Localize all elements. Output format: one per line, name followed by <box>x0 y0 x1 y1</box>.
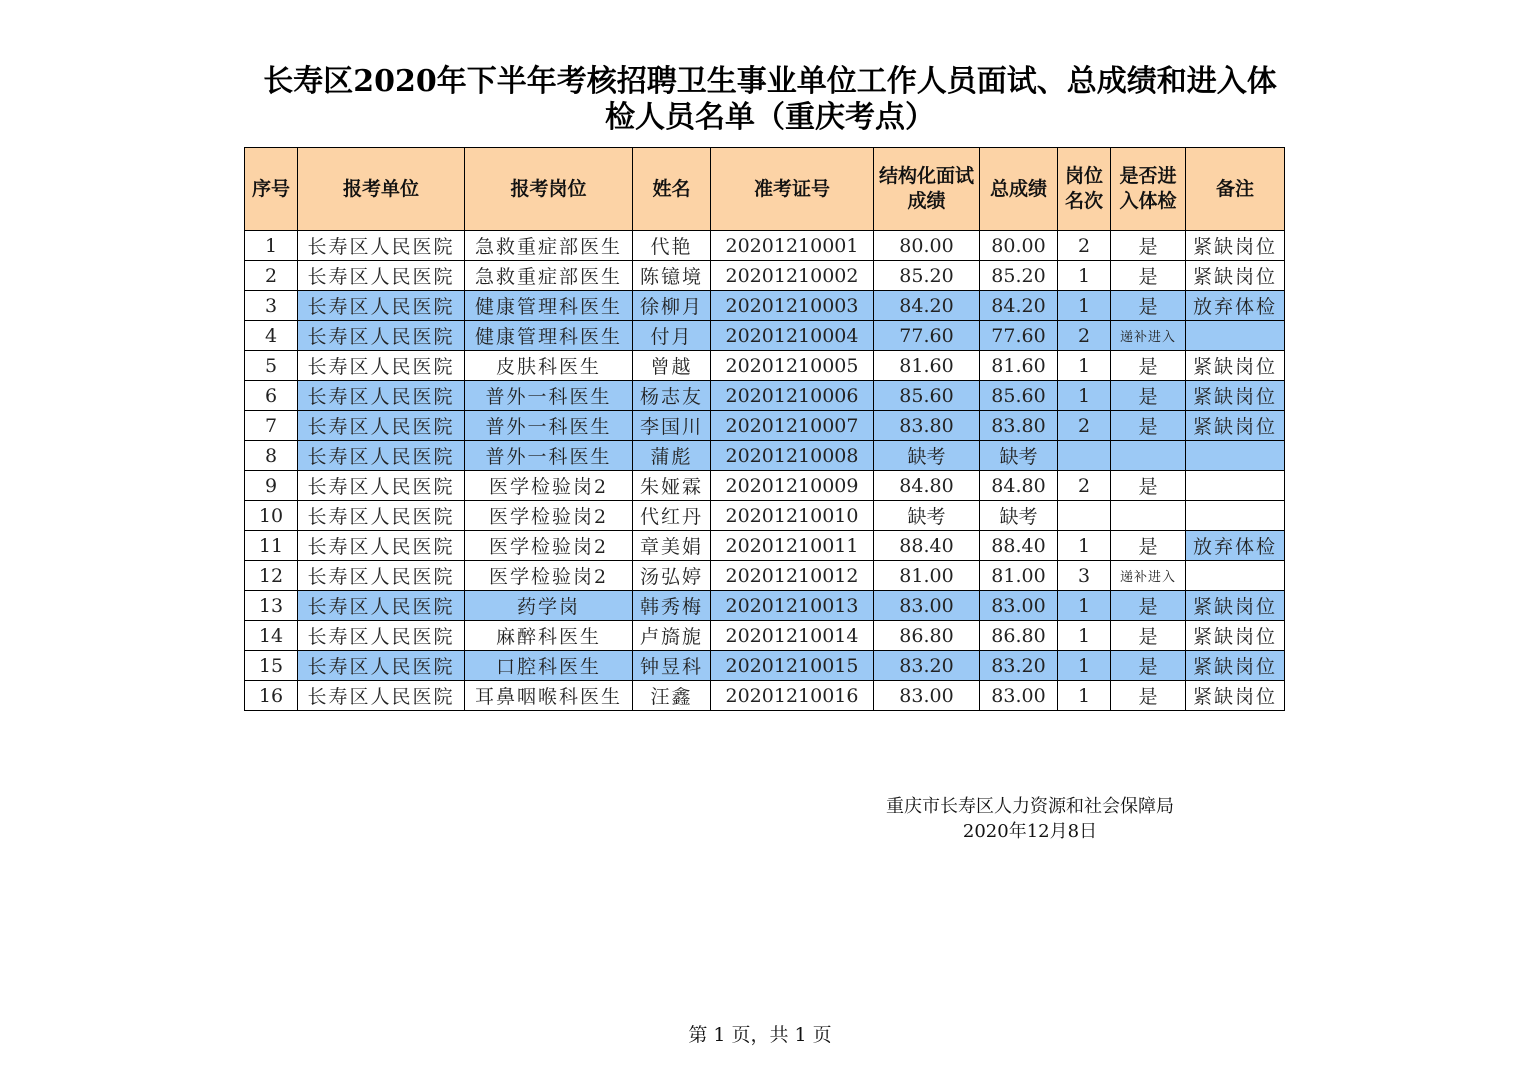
cell-rank: 1 <box>1058 591 1111 621</box>
cell-ticket: 20201210007 <box>711 411 874 441</box>
cell-total-score: 85.60 <box>980 381 1058 411</box>
cell-unit: 长寿区人民医院 <box>298 441 465 471</box>
cell-rank: 3 <box>1058 561 1111 591</box>
issuing-organization: 重庆市长寿区人力资源和社会保障局 <box>886 796 1174 817</box>
header-remark: 备注 <box>1186 148 1285 231</box>
cell-unit: 长寿区人民医院 <box>298 231 465 261</box>
cell-remark: 紧缺岗位 <box>1186 261 1285 291</box>
cell-ticket: 20201210003 <box>711 291 874 321</box>
table-row <box>245 291 1285 321</box>
cell-unit: 长寿区人民医院 <box>298 381 465 411</box>
table-row <box>245 621 1285 651</box>
cell-seq: 8 <box>245 441 298 471</box>
header-interview-score: 结构化面试成绩 <box>874 148 980 231</box>
cell-interview-score: 80.00 <box>874 231 980 261</box>
header-seq: 序号 <box>245 148 298 231</box>
cell-ticket: 20201210011 <box>711 531 874 561</box>
cell-interview-score: 81.60 <box>874 351 980 381</box>
cell-ticket: 20201210009 <box>711 471 874 501</box>
cell-name: 曾越 <box>633 351 711 381</box>
cell-post: 急救重症部医生 <box>465 261 633 291</box>
header-unit: 报考单位 <box>298 148 465 231</box>
cell-total-score: 84.20 <box>980 291 1058 321</box>
cell-physical-exam: 是 <box>1111 651 1186 681</box>
cell-total-score: 81.00 <box>980 561 1058 591</box>
cell-total-score: 83.00 <box>980 591 1058 621</box>
cell-unit: 长寿区人民医院 <box>298 531 465 561</box>
cell-interview-score: 83.00 <box>874 681 980 711</box>
cell-unit: 长寿区人民医院 <box>298 471 465 501</box>
cell-interview-score: 85.20 <box>874 261 980 291</box>
cell-ticket: 20201210014 <box>711 621 874 651</box>
cell-post: 急救重症部医生 <box>465 231 633 261</box>
cell-total-score: 83.00 <box>980 681 1058 711</box>
cell-physical-exam: 是 <box>1111 471 1186 501</box>
table-row <box>245 381 1285 411</box>
cell-remark: 紧缺岗位 <box>1186 381 1285 411</box>
cell-total-score: 85.20 <box>980 261 1058 291</box>
cell-physical-exam: 是 <box>1111 291 1186 321</box>
cell-physical-exam <box>1111 501 1186 531</box>
header-name: 姓名 <box>633 148 711 231</box>
cell-physical-exam: 是 <box>1111 621 1186 651</box>
cell-physical-exam: 递补进入 <box>1111 321 1186 351</box>
cell-post: 普外一科医生 <box>465 411 633 441</box>
cell-total-score: 81.60 <box>980 351 1058 381</box>
cell-ticket: 20201210012 <box>711 561 874 591</box>
cell-total-score: 77.60 <box>980 321 1058 351</box>
cell-name: 代艳 <box>633 231 711 261</box>
cell-ticket: 20201210001 <box>711 231 874 261</box>
cell-ticket: 20201210016 <box>711 681 874 711</box>
cell-total-score: 86.80 <box>980 621 1058 651</box>
cell-seq: 1 <box>245 231 298 261</box>
cell-physical-exam: 是 <box>1111 531 1186 561</box>
cell-unit: 长寿区人民医院 <box>298 501 465 531</box>
cell-remark: 紧缺岗位 <box>1186 681 1285 711</box>
cell-interview-score: 83.20 <box>874 651 980 681</box>
cell-rank: 2 <box>1058 231 1111 261</box>
header-rank: 岗位名次 <box>1058 148 1111 231</box>
cell-remark <box>1186 441 1285 471</box>
issue-date: 2020年12月8日 <box>962 821 1098 842</box>
cell-total-score: 84.80 <box>980 471 1058 501</box>
cell-name: 钟昱科 <box>633 651 711 681</box>
table-row <box>245 591 1285 621</box>
cell-post: 普外一科医生 <box>465 441 633 471</box>
document-title-line-2: 检人员名单（重庆考点） <box>605 100 935 135</box>
table-row <box>245 651 1285 681</box>
cell-post: 普外一科医生 <box>465 381 633 411</box>
cell-total-score: 83.20 <box>980 651 1058 681</box>
cell-post: 药学岗 <box>465 591 633 621</box>
cell-rank: 1 <box>1058 621 1111 651</box>
header-ticket: 准考证号 <box>711 148 874 231</box>
page-number: 第 1 页，共 1 页 <box>688 1024 832 1046</box>
cell-interview-score: 86.80 <box>874 621 980 651</box>
cell-seq: 9 <box>245 471 298 501</box>
cell-remark <box>1186 501 1285 531</box>
table-row <box>245 531 1285 561</box>
table-row <box>245 351 1285 381</box>
table-row <box>245 561 1285 591</box>
cell-name: 卢旖旎 <box>633 621 711 651</box>
cell-total-score: 83.80 <box>980 411 1058 441</box>
cell-remark: 紧缺岗位 <box>1186 231 1285 261</box>
cell-remark: 紧缺岗位 <box>1186 651 1285 681</box>
cell-seq: 7 <box>245 411 298 441</box>
cell-remark: 紧缺岗位 <box>1186 351 1285 381</box>
cell-ticket: 20201210005 <box>711 351 874 381</box>
cell-name: 韩秀梅 <box>633 591 711 621</box>
cell-seq: 10 <box>245 501 298 531</box>
cell-ticket: 20201210013 <box>711 591 874 621</box>
cell-interview-score: 85.60 <box>874 381 980 411</box>
cell-name: 付月 <box>633 321 711 351</box>
cell-post: 医学检验岗2 <box>465 531 633 561</box>
cell-remark <box>1186 321 1285 351</box>
cell-rank: 1 <box>1058 381 1111 411</box>
cell-post: 健康管理科医生 <box>465 321 633 351</box>
table-row <box>245 681 1285 711</box>
cell-post: 口腔科医生 <box>465 651 633 681</box>
cell-remark: 放弃体检 <box>1186 531 1285 561</box>
cell-remark: 放弃体检 <box>1186 291 1285 321</box>
cell-name: 徐柳月 <box>633 291 711 321</box>
cell-post: 耳鼻咽喉科医生 <box>465 681 633 711</box>
cell-physical-exam: 是 <box>1111 591 1186 621</box>
cell-physical-exam: 是 <box>1111 351 1186 381</box>
cell-seq: 2 <box>245 261 298 291</box>
cell-ticket: 20201210008 <box>711 441 874 471</box>
cell-rank: 1 <box>1058 261 1111 291</box>
cell-ticket: 20201210002 <box>711 261 874 291</box>
cell-interview-score: 84.80 <box>874 471 980 501</box>
cell-seq: 3 <box>245 291 298 321</box>
table-row <box>245 261 1285 291</box>
cell-interview-score: 77.60 <box>874 321 980 351</box>
cell-seq: 11 <box>245 531 298 561</box>
candidate-table <box>244 147 1285 711</box>
cell-name: 章美娟 <box>633 531 711 561</box>
cell-total-score: 80.00 <box>980 231 1058 261</box>
cell-rank <box>1058 441 1111 471</box>
cell-post: 皮肤科医生 <box>465 351 633 381</box>
cell-rank: 2 <box>1058 411 1111 441</box>
cell-name: 代红丹 <box>633 501 711 531</box>
table-row <box>245 501 1285 531</box>
table-row <box>245 411 1285 441</box>
cell-interview-score: 缺考 <box>874 441 980 471</box>
cell-seq: 14 <box>245 621 298 651</box>
cell-unit: 长寿区人民医院 <box>298 561 465 591</box>
cell-unit: 长寿区人民医院 <box>298 321 465 351</box>
cell-interview-score: 83.00 <box>874 591 980 621</box>
cell-ticket: 20201210015 <box>711 651 874 681</box>
cell-physical-exam: 是 <box>1111 411 1186 441</box>
cell-seq: 13 <box>245 591 298 621</box>
header-total-score: 总成绩 <box>980 148 1058 231</box>
cell-unit: 长寿区人民医院 <box>298 291 465 321</box>
cell-name: 陈镱境 <box>633 261 711 291</box>
cell-interview-score: 83.80 <box>874 411 980 441</box>
cell-remark <box>1186 471 1285 501</box>
cell-unit: 长寿区人民医院 <box>298 261 465 291</box>
cell-unit: 长寿区人民医院 <box>298 591 465 621</box>
cell-name: 汤弘婷 <box>633 561 711 591</box>
cell-remark: 紧缺岗位 <box>1186 621 1285 651</box>
cell-unit: 长寿区人民医院 <box>298 681 465 711</box>
cell-name: 汪鑫 <box>633 681 711 711</box>
cell-rank: 1 <box>1058 351 1111 381</box>
cell-name: 蒲彪 <box>633 441 711 471</box>
cell-seq: 6 <box>245 381 298 411</box>
cell-post: 医学检验岗2 <box>465 501 633 531</box>
cell-interview-score: 84.20 <box>874 291 980 321</box>
cell-seq: 4 <box>245 321 298 351</box>
cell-total-score: 缺考 <box>980 501 1058 531</box>
cell-post: 健康管理科医生 <box>465 291 633 321</box>
cell-unit: 长寿区人民医院 <box>298 651 465 681</box>
cell-seq: 5 <box>245 351 298 381</box>
cell-physical-exam: 是 <box>1111 261 1186 291</box>
cell-physical-exam: 是 <box>1111 381 1186 411</box>
cell-remark <box>1186 561 1285 591</box>
cell-seq: 12 <box>245 561 298 591</box>
cell-unit: 长寿区人民医院 <box>298 621 465 651</box>
table-row <box>245 471 1285 501</box>
cell-ticket: 20201210006 <box>711 381 874 411</box>
header-post: 报考岗位 <box>465 148 633 231</box>
table-body <box>245 231 1285 711</box>
table-header-row <box>245 148 1285 231</box>
cell-post: 麻醉科医生 <box>465 621 633 651</box>
cell-post: 医学检验岗2 <box>465 471 633 501</box>
cell-rank: 2 <box>1058 321 1111 351</box>
cell-name: 朱娅霖 <box>633 471 711 501</box>
cell-total-score: 缺考 <box>980 441 1058 471</box>
cell-interview-score: 88.40 <box>874 531 980 561</box>
cell-interview-score: 缺考 <box>874 501 980 531</box>
cell-rank: 2 <box>1058 471 1111 501</box>
cell-interview-score: 81.00 <box>874 561 980 591</box>
table-row <box>245 441 1285 471</box>
cell-rank: 1 <box>1058 291 1111 321</box>
cell-rank: 1 <box>1058 681 1111 711</box>
cell-remark: 紧缺岗位 <box>1186 591 1285 621</box>
cell-rank <box>1058 501 1111 531</box>
cell-total-score: 88.40 <box>980 531 1058 561</box>
cell-ticket: 20201210010 <box>711 501 874 531</box>
cell-ticket: 20201210004 <box>711 321 874 351</box>
cell-rank: 1 <box>1058 531 1111 561</box>
cell-rank: 1 <box>1058 651 1111 681</box>
table-row <box>245 231 1285 261</box>
table-row <box>245 321 1285 351</box>
cell-remark: 紧缺岗位 <box>1186 411 1285 441</box>
cell-unit: 长寿区人民医院 <box>298 351 465 381</box>
cell-unit: 长寿区人民医院 <box>298 411 465 441</box>
cell-seq: 16 <box>245 681 298 711</box>
cell-physical-exam: 是 <box>1111 681 1186 711</box>
cell-physical-exam: 是 <box>1111 231 1186 261</box>
cell-post: 医学检验岗2 <box>465 561 633 591</box>
cell-name: 杨志友 <box>633 381 711 411</box>
cell-physical-exam: 递补进入 <box>1111 561 1186 591</box>
cell-seq: 15 <box>245 651 298 681</box>
header-physical-exam: 是否进入体检 <box>1111 148 1186 231</box>
document-title-line-1: 长寿区2020年下半年考核招聘卫生事业单位工作人员面试、总成绩和进入体 <box>263 64 1277 99</box>
cell-physical-exam <box>1111 441 1186 471</box>
cell-name: 李国川 <box>633 411 711 441</box>
